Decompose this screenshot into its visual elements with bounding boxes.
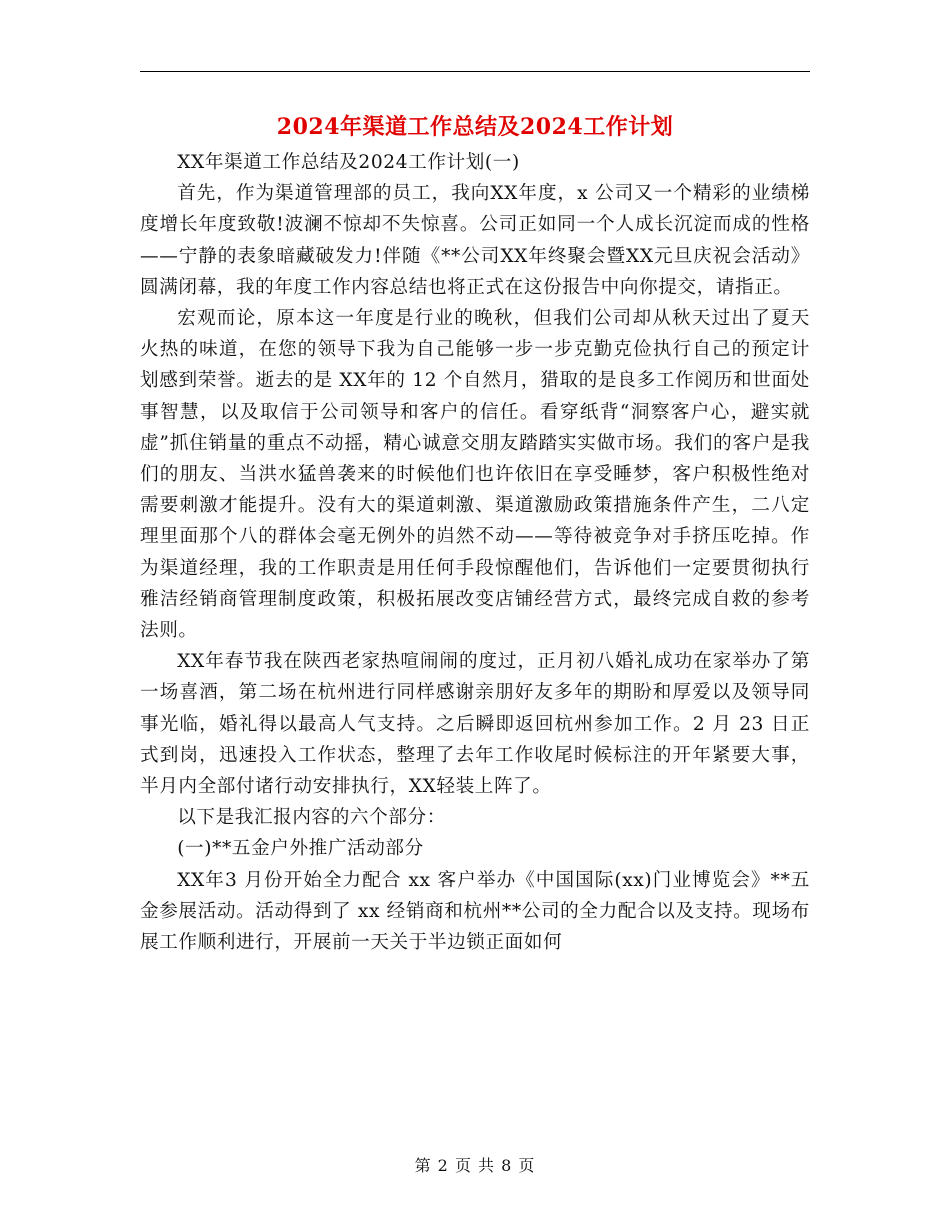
paragraph-exhibition: XX年3 月份开始全力配合 xx 客户举办《中国国际(xx)门业博览会》**五金参展活动。活动得到了 xx 经销商和杭州**公司的全力配合以及支持。现场布展工作顺利进行，开展前一天关于半边锁正面如何 [140, 869, 810, 954]
paragraph-spring-festival: XX年春节我在陕西老家热喧闹闹的度过，正月初八婚礼成功在家举办了第一场喜酒，第二场在杭州进行同样感谢亲朋好友多年的期盼和厚爱以及领导同事光临，婚礼得以最高人气支持。之后瞬即返回杭州参加工作。2 月 23 日正式到岗，迅速投入工作状态，整理了去年工作收尾时候标注的开年紧要大事，半月内全部付诸行动安排执行，XX轻装上阵了。 [140, 651, 810, 798]
paragraph-intro: 首先，作为渠道管理部的员工，我向XX年度，x 公司又一个精彩的业绩梯度增长年度致敬!波澜不惊却不失惊喜。公司正如同一个人成长沉淀而成的性格——宁静的表象暗藏破发力!伴随《**公司XX年终聚会暨XX元旦庆祝会活动》圆满闭幕，我的年度工作内容总结也将正式在这份报告中向你提交，请指正。 [140, 183, 810, 298]
document-body [140, 147, 810, 958]
paragraph-subtitle: XX年渠道工作总结及2024工作计划(一) [177, 152, 520, 173]
page-number: 第 2 页 共 8 页 [414, 1156, 536, 1175]
header-rule [140, 71, 810, 72]
paragraph-report-parts: 以下是我汇报内容的六个部分： [177, 807, 446, 829]
paragraph-macro-view: 宏观而论，原本这一年度是行业的晚秋，但我们公司却从秋天过出了夏天火热的味道，在您的领导下我为自己能够一步一步克勤克俭执行自己的预定计划感到荣誉。逝去的是 XX年的 12 个自然月，猎取的是良多工作阅历和世面处事智慧，以及取信于公司领导和客户的信任。看穿纸背“洞察客户心，避实就虚”抓住销量的重点不动摇，精心诚意交朋友踏踏实实做市场。我们的客户是我们的朋友、当洪水猛兽袭来的时候他们也许依旧在享受睡梦，客户积极性绝对需要刺激才能提升。没有大的渠道刺激、渠道激励政策措施条件产生，二八定理里面那个八的群体会毫无例外的岿然不动——等待被竞争对手挤压吃掉。作为渠道经理，我的工作职责是用任何手段惊醒他们，告诉他们一定要贯彻执行雅洁经销商管理制度政策，积极拓展改变店铺经营方式，最终完成自救的参考法则。 [140, 308, 810, 642]
document-title: 2024年渠道工作总结及2024工作计划 [276, 114, 674, 140]
section-heading-1: (一)**五金户外推广活动部分 [177, 838, 424, 860]
